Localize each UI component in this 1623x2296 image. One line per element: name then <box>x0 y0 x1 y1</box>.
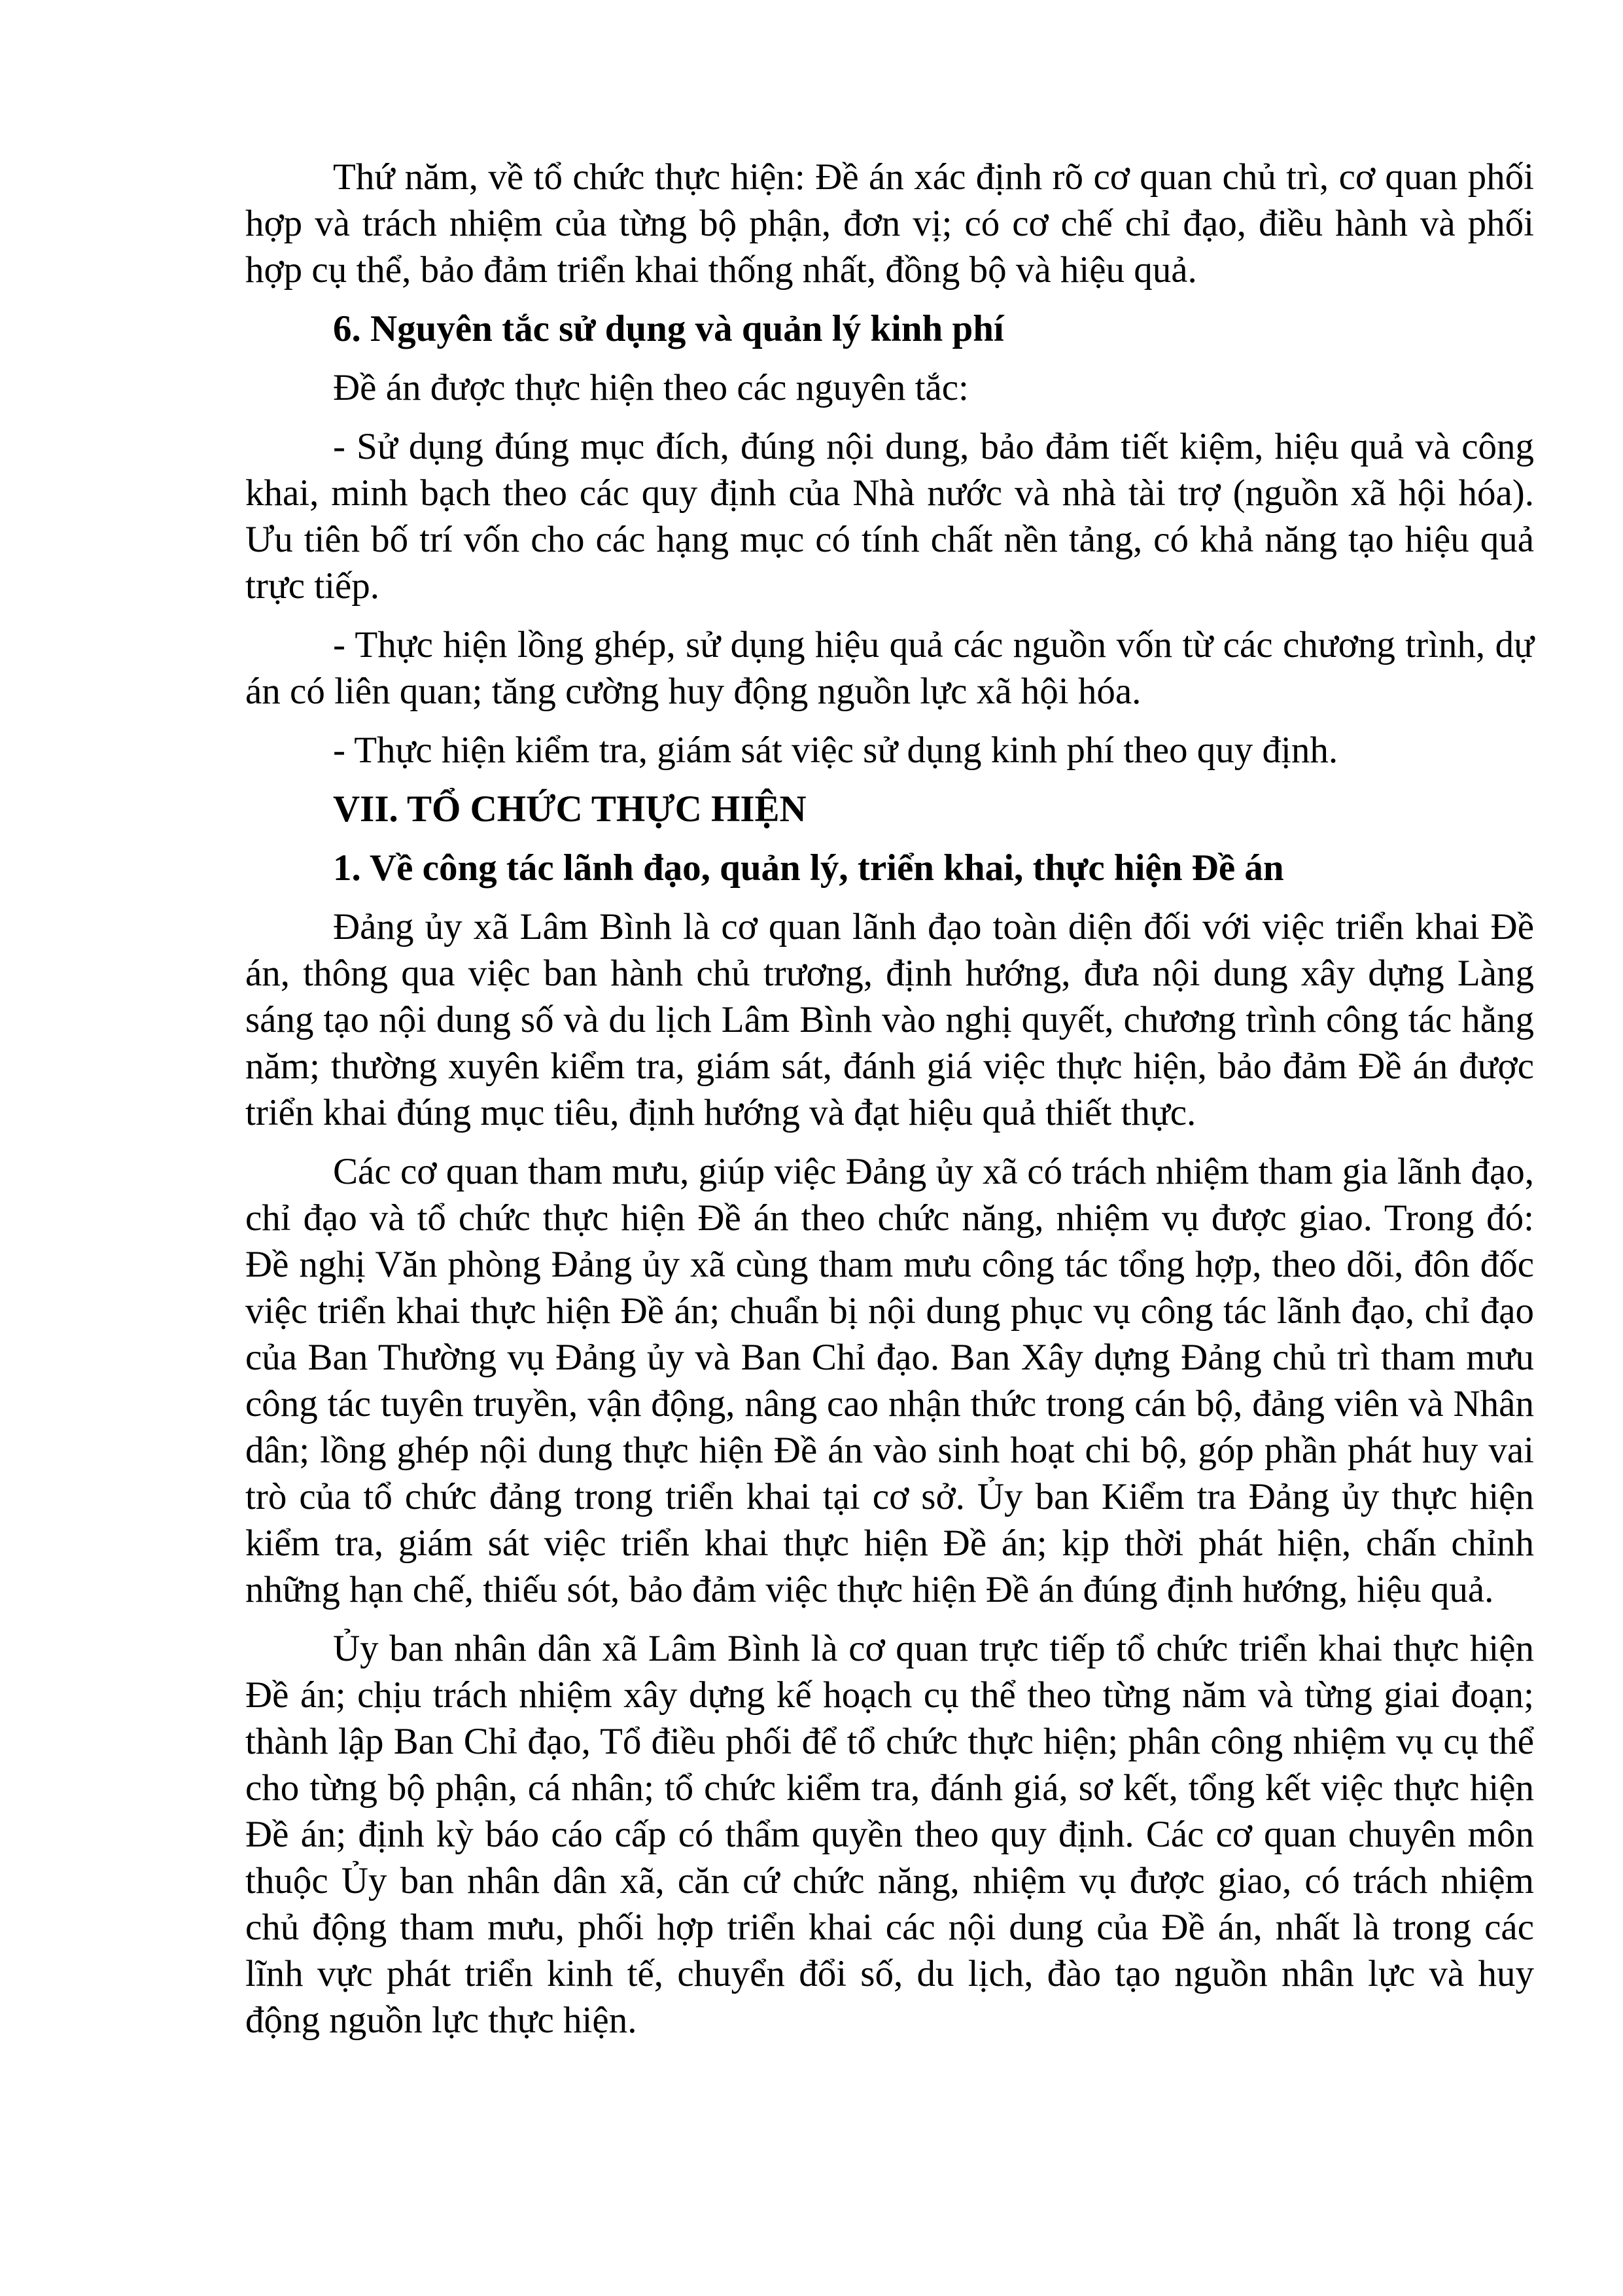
paragraph-long-ghep: - Thực hiện lồng ghép, sử dụng hiệu quả các nguồn vốn từ các chương trình, dự án có liên quan; tăng cường huy động nguồn lực xã hội hóa. <box>245 624 1534 712</box>
paragraph-uy-ban-nhan-dan: Ủy ban nhân dân xã Lâm Bình là cơ quan trực tiếp tổ chức triển khai thực hiện Đề án; chịu trách nhiệm xây dựng kế hoạch cụ thể theo từng năm và từng giai đoạn; thành lập Ban Chỉ đạo, Tổ điều phối để tổ chức thực hiện; phân công nhiệm vụ cụ thể cho từng bộ phận, cá nhân; tổ chức kiểm tra, đánh giá, sơ kết, tổng kết việc thực hiện Đề án; định kỳ báo cáo cấp có thẩm quyền theo quy định. Các cơ quan chuyên môn thuộc Ủy ban nhân dân xã, căn cứ chức năng, nhiệm vụ được giao, có trách nhiệm chủ động tham mưu, phối hợp triển khai các nội dung của Đề án, nhất là trong các lĩnh vực phát triển kinh tế, chuyển đổi số, du lịch, đào tạo nguồn nhân lực và huy động nguồn lực thực hiện. <box>245 1628 1534 2041</box>
paragraph-su-dung-dung-muc-dich: - Sử dụng đúng mục đích, đúng nội dung, bảo đảm tiết kiệm, hiệu quả và công khai, minh bạch theo các quy định của Nhà nước và nhà tài trợ (nguồn xã hội hóa). Ưu tiên bố trí vốn cho các hạng mục có tính chất nền tảng, có khả năng tạo hiệu quả trực tiếp. <box>245 426 1534 607</box>
paragraph-dang-uy: Đảng ủy xã Lâm Bình là cơ quan lãnh đạo toàn diện đối với việc triển khai Đề án, thông qua việc ban hành chủ trương, định hướng, đưa nội dung xây dựng Làng sáng tạo nội dung số và du lịch Lâm Bình vào nghị quyết, chương trình công tác hằng năm; thường xuyên kiểm tra, giám sát, đánh giá việc thực hiện, bảo đảm Đề án được triển khai đúng mục tiêu, định hướng và đạt hiệu quả thiết thực. <box>245 906 1534 1133</box>
section-heading-lanh-dao: 1. Về công tác lãnh đạo, quản lý, triển khai, thực hiện Đề án <box>333 847 1284 889</box>
paragraph-kiem-tra-giam-sat: - Thực hiện kiểm tra, giám sát việc sử dụng kinh phí theo quy định. <box>333 730 1338 771</box>
paragraph-nguyen-tac-intro: Đề án được thực hiện theo các nguyên tắc: <box>333 367 969 408</box>
paragraph-thu-nam: Thứ năm, về tổ chức thực hiện: Đề án xác định rõ cơ quan chủ trì, cơ quan phối hợp và trách nhiệm của từng bộ phận, đơn vị; có cơ chế chỉ đạo, điều hành và phối hợp cụ thể, bảo đảm triển khai thống nhất, đồng bộ và hiệu quả. <box>245 156 1534 291</box>
section-heading-kinh-phi: 6. Nguyên tắc sử dụng và quản lý kinh phí <box>333 308 1004 349</box>
document-body <box>245 154 1534 2043</box>
chapter-heading-to-chuc-thuc-hien: VII. TỔ CHỨC THỰC HIỆN <box>333 788 807 830</box>
paragraph-co-quan-tham-muu: Các cơ quan tham mưu, giúp việc Đảng ủy xã có trách nhiệm tham gia lãnh đạo, chỉ đạo và tổ chức thực hiện Đề án theo chức năng, nhiệm vụ được giao. Trong đó: Đề nghị Văn phòng Đảng ủy xã cùng tham mưu công tác tổng hợp, theo dõi, đôn đốc việc triển khai thực hiện Đề án; chuẩn bị nội dung phục vụ công tác lãnh đạo, chỉ đạo của Ban Thường vụ Đảng ủy và Ban Chỉ đạo. Ban Xây dựng Đảng chủ trì tham mưu công tác tuyên truyền, vận động, nâng cao nhận thức trong cán bộ, đảng viên và Nhân dân; lồng ghép nội dung thực hiện Đề án vào sinh hoạt chi bộ, góp phần phát huy vai trò của tổ chức đảng trong triển khai tại cơ sở. Ủy ban Kiểm tra Đảng ủy thực hiện kiểm tra, giám sát việc triển khai thực hiện Đề án; kịp thời phát hiện, chấn chỉnh những hạn chế, thiếu sót, bảo đảm việc thực hiện Đề án đúng định hướng, hiệu quả. <box>245 1151 1534 1610</box>
